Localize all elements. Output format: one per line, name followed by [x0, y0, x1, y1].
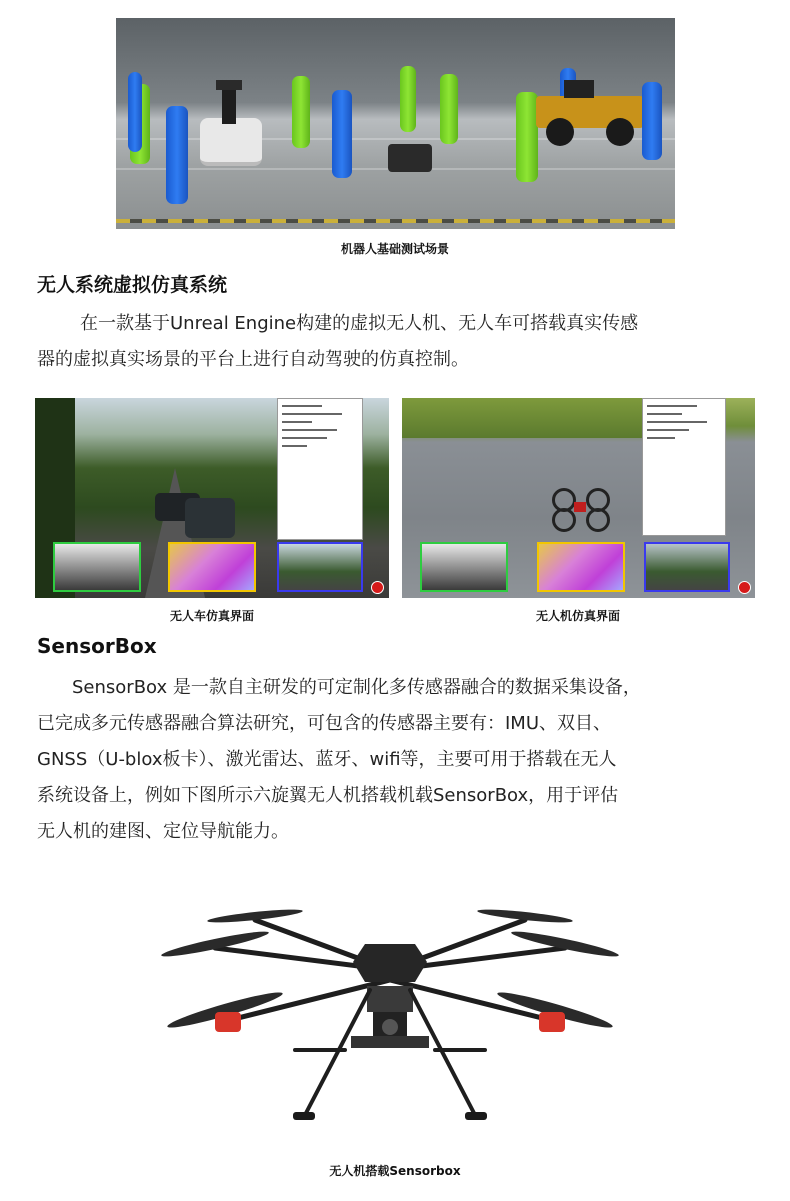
- section-title-sensorbox: SensorBox: [37, 634, 157, 658]
- section2-line: 已完成多元传感器融合算法研究，可包含的传感器主要有：IMU、双目、: [37, 713, 612, 734]
- car-sim-caption: 无人车仿真界面: [169, 609, 254, 623]
- section2-paragraph: [37, 670, 782, 850]
- lab-photo-caption: 机器人基础测试场景: [340, 242, 449, 256]
- drone-simulation-screenshot: [402, 398, 755, 598]
- section2-line: SensorBox 是一款自主研发的可定制化多传感器融合的数据采集设备，: [72, 677, 641, 698]
- section2-line: 无人机的建图、定位导航能力。: [37, 821, 289, 842]
- section1-paragraph: [37, 306, 777, 378]
- section1-line: 在一款基于Unreal Engine构建的虚拟无人机、无人车可搭载真实传感: [80, 313, 639, 334]
- drone-sim-caption: 无人机仿真界面: [535, 609, 620, 623]
- hexacopter-sensorbox-photo: [155, 900, 625, 1140]
- drone-photo-caption: 无人机搭载Sensorbox: [329, 1164, 461, 1178]
- car-simulation-screenshot: [35, 398, 389, 598]
- section2-line: GNSS（U-blox板卡）、激光雷达、蓝牙、wifi等，主要可用于搭载在无人: [37, 749, 617, 770]
- section2-line: 系统设备上，例如下图所示六旋翼无人机搭载机载SensorBox，用于评估: [37, 785, 619, 806]
- robot-test-scene-photo: [116, 18, 675, 229]
- section1-line: 器的虚拟真实场景的平台上进行自动驾驶的仿真控制。: [37, 349, 469, 370]
- section-title-simulation: 无人系统虚拟仿真系统: [37, 274, 228, 296]
